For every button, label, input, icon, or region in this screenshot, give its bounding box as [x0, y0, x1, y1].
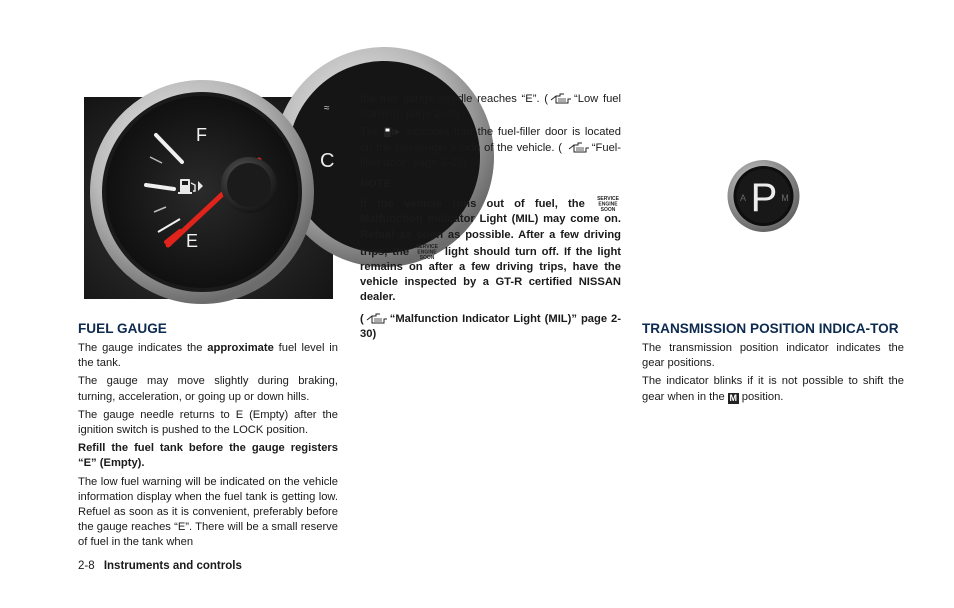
text-span: If the vehicle runs out of fuel, the [360, 198, 585, 211]
gear-letter: P [750, 176, 778, 220]
reference-hand-icon [366, 313, 388, 325]
note-label: NOTE: [360, 178, 395, 191]
fuel-gauge-p2: The gauge may move slightly during braking, turning, acceleration, or going up or down hills. [78, 375, 338, 403]
text-span: The gauge indicates the [78, 342, 208, 354]
fuel-gauge-continued [360, 92, 621, 345]
section-name: Instruments and controls [103, 560, 242, 572]
manual-mode-icon: M [729, 392, 737, 403]
transmission-section [642, 320, 904, 408]
text-span: position. [741, 390, 784, 403]
fuel-gauge-p5: The low fuel warning will be indicated on the vehicle information display when the fuel tank is getting low. Refuel as soon as it is convenient, preferably before the gauge reaches “E”. There will be a small reserve of fuel in the tank when [78, 475, 338, 549]
fuel-gauge-heading: FUEL GAUGE [78, 321, 167, 336]
col2-p2 [360, 125, 621, 171]
transmission-indicator-photo [727, 158, 800, 234]
text-span: Malfunction Indicator Light (MIL) may come on. Refuel as soon as possible. After a few driving trips, the [360, 213, 621, 258]
fuel-gauge-p1 [78, 341, 338, 371]
service-engine-soon-icon [596, 195, 620, 212]
fuel-door-icon [383, 126, 401, 138]
text-span: ( [360, 312, 364, 325]
transmission-p2 [642, 374, 904, 404]
svg-text:SOON: SOON [419, 254, 435, 261]
reference-link[interactable]: “Fuel-filler door” page 3-23) [360, 141, 622, 169]
svg-text:C: C [320, 150, 335, 172]
gauge-label-full: F [196, 125, 207, 145]
text-span: The [360, 126, 380, 139]
fuel-gauge-p4: Refill the fuel tank before the gauge registers “E” (Empty). [78, 442, 338, 470]
text-span: The indicator blinks if it is not possible to shift the gear when in the [642, 375, 904, 403]
fuel-gauge-section [78, 320, 338, 554]
text-span: indicates that the fuel-filler door is located on the passenger’s side of the vehicle. ( [360, 126, 621, 154]
page-number: 2-8 [78, 560, 95, 572]
service-engine-soon-icon [415, 243, 439, 260]
fuel-gauge-photo [84, 97, 333, 299]
mil-reference [360, 312, 621, 342]
gear-auto-label: A [739, 193, 747, 203]
bold-text: approximate [207, 342, 274, 354]
svg-text:SERVICE: SERVICE [597, 196, 619, 203]
gear-manual-label: M [781, 193, 789, 203]
reference-link[interactable]: “Malfunction Indicator Light (MIL)” page 2-30) [360, 312, 621, 340]
text-span: light should turn off. If the light remains on after a few driving trips, have the vehicle inspected by a GT-R certified NISSAN dealer. [360, 245, 622, 304]
svg-text:ENGINE: ENGINE [598, 201, 618, 208]
col2-p1 [360, 92, 621, 122]
text-span: the fuel gauge needle reaches “E”. ( [360, 93, 549, 105]
svg-text:≈: ≈ [324, 103, 330, 114]
transmission-heading: TRANSMISSION POSITION INDICA-TOR [642, 321, 899, 336]
svg-text:SERVICE: SERVICE [416, 243, 438, 250]
reference-hand-icon [568, 142, 590, 154]
reference-hand-icon [550, 93, 572, 105]
note-text [360, 195, 621, 305]
transmission-p1: The transmission position indicator indicates the gear positions. [642, 342, 904, 370]
page-footer [78, 560, 242, 572]
svg-text:ENGINE: ENGINE [417, 249, 437, 256]
gauge-label-empty: E [186, 231, 199, 251]
text-span: fuel level in the tank. [78, 342, 338, 370]
svg-text:SOON: SOON [600, 207, 616, 214]
fuel-gauge-p3: The gauge needle returns to E (Empty) after the ignition switch is pushed to the LOCK position. [78, 408, 338, 437]
reference-link[interactable]: “Low fuel warning” page 2-39) [360, 93, 621, 121]
